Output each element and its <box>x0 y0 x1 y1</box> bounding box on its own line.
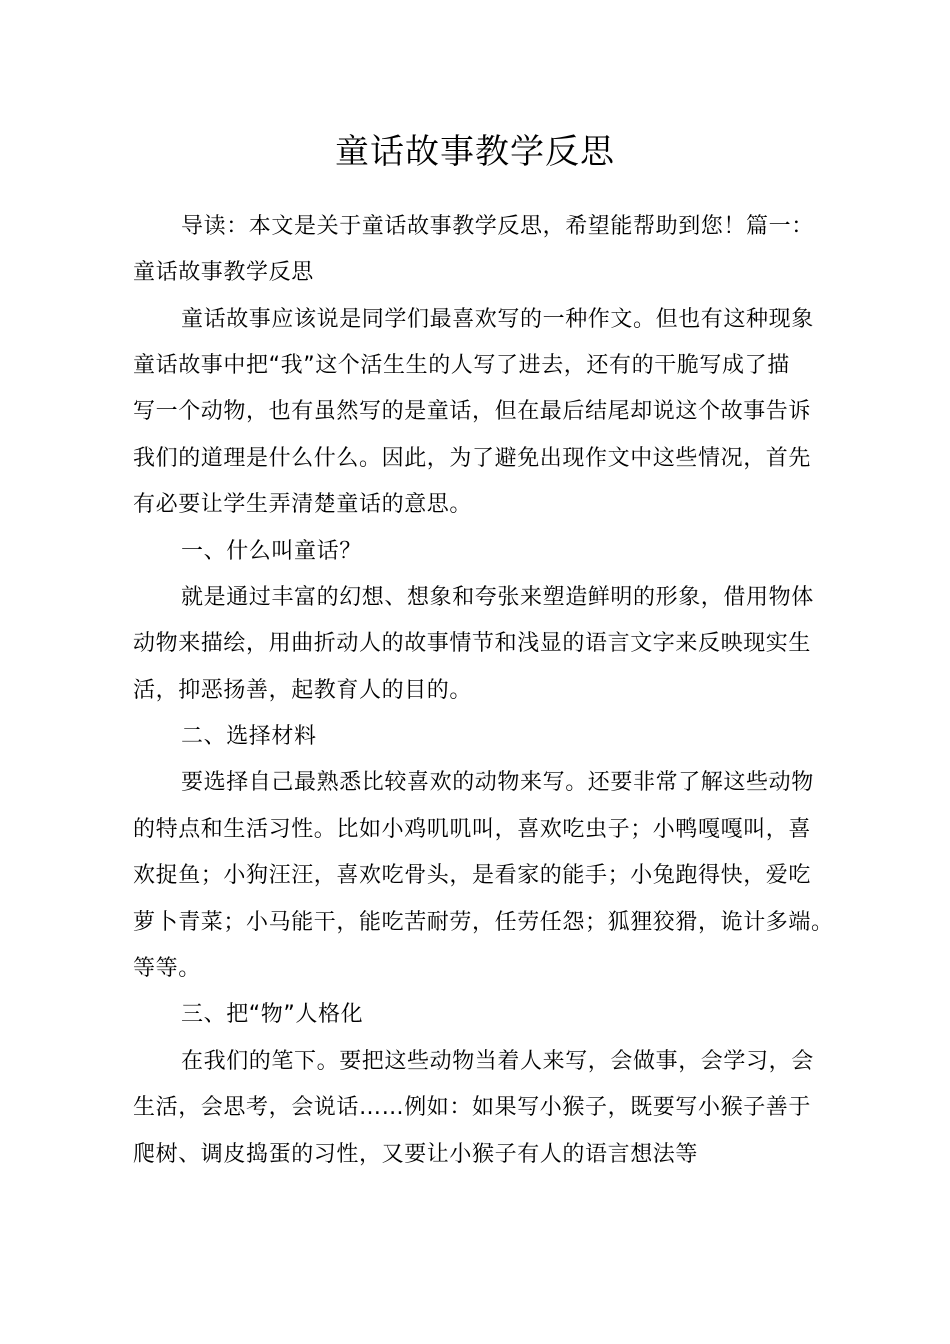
section-3-line-2: 生活，会思考，会说话……例如：如果写小猴子，既要写小猴子善于 <box>133 1095 812 1120</box>
intro-line-2: 童话故事教学反思 <box>133 260 314 285</box>
page-title: 童话故事教学反思 <box>335 132 615 172</box>
section-2-heading: 二、选择材料 <box>181 724 317 749</box>
paragraph-1-line-5: 有必要让学生弄清楚童话的意思。 <box>133 492 473 517</box>
paragraph-1-line-4: 我们的道理是什么什么。因此，为了避免出现作文中这些情况，首先 <box>133 446 812 471</box>
section-2-line-1: 要选择自己最熟悉比较喜欢的动物来写。还要非常了解这些动物 <box>181 770 814 795</box>
section-3-line-1: 在我们的笔下。要把这些动物当着人来写，会做事，会学习，会 <box>181 1049 814 1074</box>
section-3-line-3: 爬树、调皮捣蛋的习性，又要让小猴子有人的语言想法等 <box>133 1142 699 1167</box>
section-1-line-3: 活，抑恶扬善，起教育人的目的。 <box>133 678 473 703</box>
section-2-line-4: 萝卜青菜；小马能干，能吃苦耐劳，任劳任怨；狐狸狡猾，诡计多端。 <box>133 910 834 935</box>
section-1-heading: 一、什么叫童话？ <box>181 539 362 564</box>
section-2-line-3: 欢捉鱼；小狗汪汪，喜欢吃骨头，是看家的能手；小兔跑得快，爱吃 <box>133 863 812 888</box>
paragraph-1-line-3: 写一个动物，也有虽然写的是童话，但在最后结尾却说这个故事告诉 <box>133 399 812 424</box>
section-3-heading: 三、把“物”人格化 <box>181 1002 364 1027</box>
section-2-line-5: 等等。 <box>133 956 201 981</box>
section-1-line-2: 动物来描绘，用曲折动人的故事情节和浅显的语言文字来反映现实生 <box>133 631 812 656</box>
section-1-line-1: 就是通过丰富的幻想、想象和夸张来塑造鲜明的形象，借用物体 <box>181 585 814 610</box>
paragraph-1-line-1: 童话故事应该说是同学们最喜欢写的一种作文。但也有这种现象 <box>181 307 814 332</box>
section-2-line-2: 的特点和生活习性。比如小鸡叽叽叫，喜欢吃虫子；小鸭嘎嘎叫，喜 <box>133 817 812 842</box>
paragraph-1-line-2: 童话故事中把“我”这个活生生的人写了进去，还有的干脆写成了描 <box>133 353 790 378</box>
intro-line-1: 导读：本文是关于童话故事教学反思，希望能帮助到您！篇一： <box>181 214 814 239</box>
